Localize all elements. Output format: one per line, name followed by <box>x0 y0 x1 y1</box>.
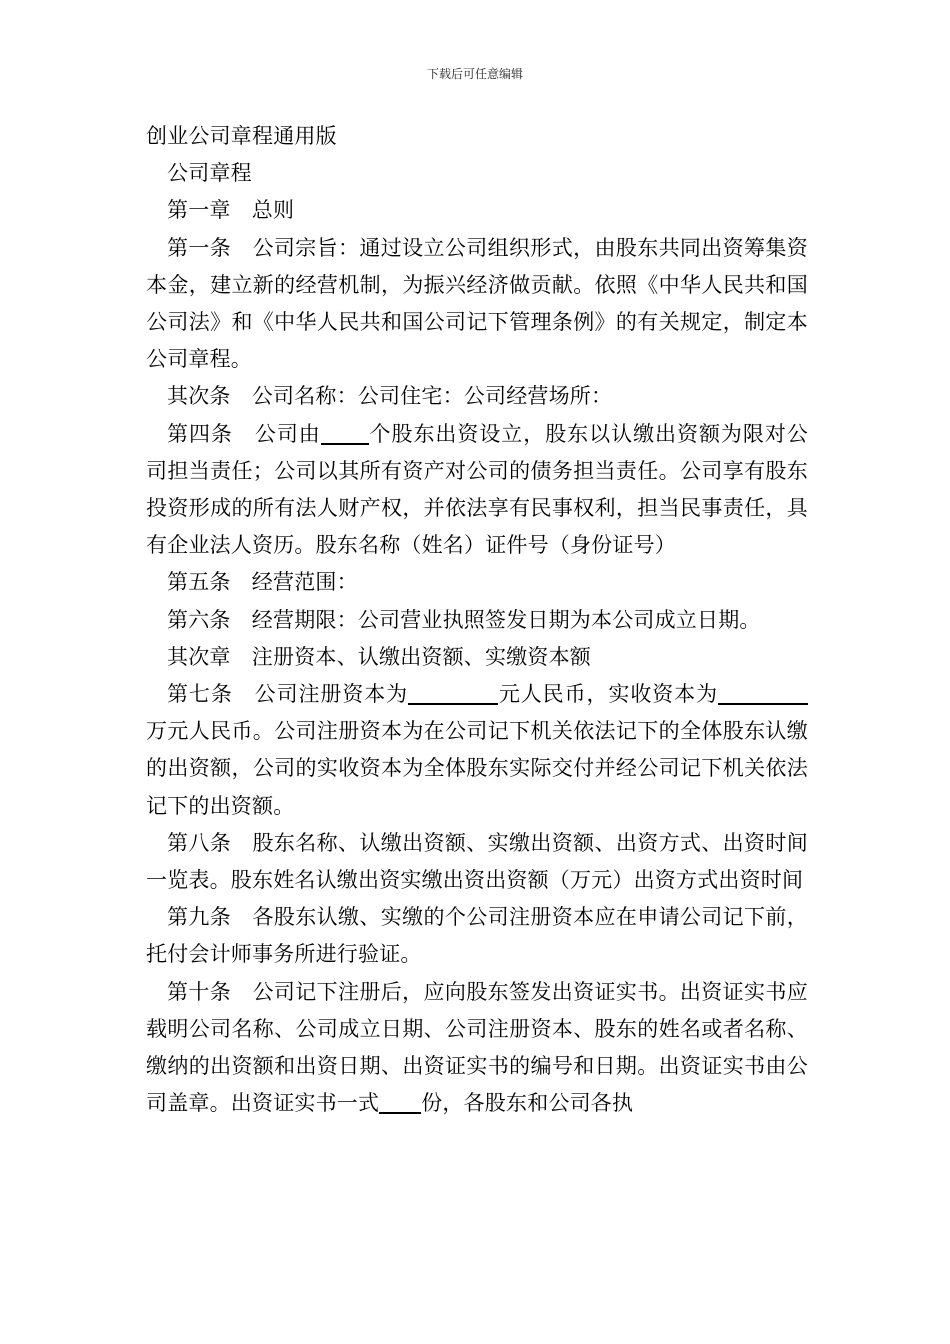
article-4 <box>146 416 808 565</box>
article-7-part-a: 第七条 公司注册资本为 <box>167 682 409 707</box>
article-10-part-b: 份，各股东和公司各执 <box>421 1091 634 1116</box>
article-10 <box>146 974 808 1123</box>
article-4-part-a: 第四条 公司由 <box>167 421 321 446</box>
article-4-part-b: 个股东出资设立，股东以认缴出资额为限对公司担当责任；公司以其所有资产对公司的债务担当责任。公司享有股东投资形成的所有法人财产权，并依法享有民事权利，担当民事责任，具有企业法人资历。股东名称（姓名）证件号（身份证号） <box>146 421 809 558</box>
article-5: 第五条 经营范围： <box>167 570 358 595</box>
article-7-part-c: 万元人民币。公司注册资本为在公司记下机关依法记下的全体股东认缴的出资额，公司的实收资本为全体股东实际交付并经公司记下机关依法记下的出资额。 <box>146 719 808 818</box>
chapter-heading-2: 其次章 注册资本、认缴出资额、实缴资本额 <box>167 644 591 669</box>
article-10-part-a: 第十条 公司记下注册后，应向股东签发出资证实书。出资证实书应载明公司名称、公司成立日期、公司注册资本、股东的姓名或者名称、缴纳的出资额和出资日期、出资证实书的编号和日期。出资证实书由公司盖章。出资证实书一式 <box>146 979 808 1116</box>
document-body <box>146 118 808 1122</box>
article-7-part-b: 元人民币，实收资本为 <box>498 682 719 707</box>
article-1: 第一条 公司宗旨：通过设立公司组织形式，由股东共同出资筹集资本金，建立新的经营机制，为振兴经济做贡献。依照《中华人民共和国公司法》和《中华人民共和国公司记下管理条例》的有关规定，制定本公司章程。 <box>146 235 808 372</box>
blank-shareholder-count[interactable] <box>321 421 369 445</box>
article-9: 第九条 各股东认缴、实缴的个公司注册资本应在申请公司记下前，托付会计师事务所进行验证。 <box>146 905 808 967</box>
blank-registered-capital[interactable] <box>408 681 498 705</box>
article-6: 第六条 经营期限：公司营业执照签发日期为本公司成立日期。 <box>167 607 761 632</box>
blank-paid-in-capital-continued[interactable] <box>798 681 808 705</box>
article-7 <box>146 676 808 825</box>
page-header: 下载后可任意编辑 <box>426 67 523 81</box>
document-subtitle: 公司章程 <box>167 161 252 186</box>
article-2: 其次条 公司名称：公司住宅：公司经营场所： <box>167 384 613 409</box>
article-8: 第八条 股东名称、认缴出资额、实缴出资额、出资方式、出资时间一览表。股东姓名认缴出资实缴出资出资额（万元）出资方式出资时间 <box>146 830 808 893</box>
document-title: 创业公司章程通用版 <box>146 124 337 148</box>
blank-paid-in-capital[interactable] <box>718 681 798 705</box>
blank-copy-count[interactable] <box>379 1090 421 1114</box>
chapter-heading-1: 第一章 总则 <box>167 198 295 223</box>
